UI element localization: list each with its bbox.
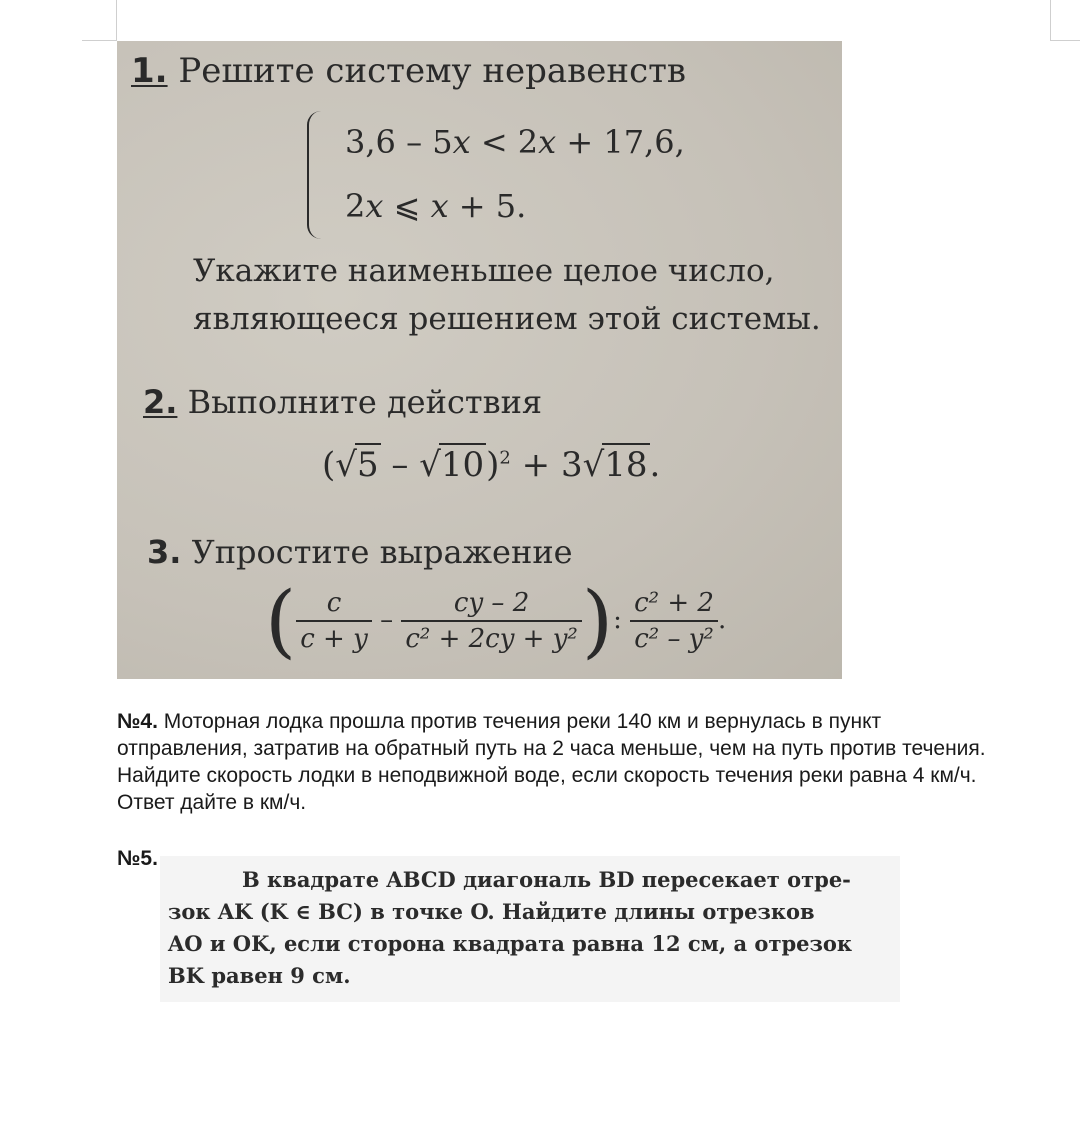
task5-line2: зок AK (K ∈ BC) в точке O. Найдите длины отрезков — [168, 899, 815, 924]
task1-heading — [131, 51, 686, 91]
task2-number: 2. — [143, 383, 178, 421]
task2-heading — [143, 383, 542, 421]
task5-label: №5. — [117, 847, 158, 870]
page-corner-mark-left — [82, 0, 117, 41]
task5-line4: BK равен 9 см. — [168, 963, 351, 988]
task2-title: Выполните действия — [187, 383, 543, 421]
task4-paragraph — [117, 708, 1017, 816]
task3-heading — [147, 533, 573, 571]
page-corner-mark-right — [1050, 0, 1080, 41]
task5-line1: В квадрате ABCD диагональ BD пересекает отре- — [242, 867, 851, 892]
inequality-2: 2x ⩽ x + 5. — [345, 187, 527, 225]
textbook-photo — [117, 41, 842, 679]
inequality-1: 3,6 – 5x < 2x + 17,6, — [345, 123, 685, 161]
task2-expression: (√5 – √10)$^2$ + 3√18. — [322, 445, 661, 485]
task3-expression: ( $\frac{c}{c + y}$ – $\frac{cy - 2}{\text{c² + 2cy + y²}}$ ): $\frac{\text{c² + 2}}{\text{c² – y²}}$ . — [265, 574, 727, 667]
task5-line3: AO и OK, если сторона квадрата равна 12 см, а отрезок — [168, 931, 853, 956]
task3-title: Упростите выражение — [191, 533, 573, 571]
system-brace — [307, 111, 323, 239]
task1-instruction-line1: Укажите наименьшее целое число, — [193, 253, 775, 289]
task1-instruction-line2: являющееся решением этой системы. — [193, 301, 821, 337]
task5-scan — [160, 856, 900, 1002]
task1-title: Решите систему неравенств — [178, 51, 687, 91]
task4-text: Моторная лодка прошла против течения реки 140 км и вернулась в пункт отправления, затратив на обратный путь на 2 часа меньше, чем на путь против течения. Найдите скорость лодки в неподвижной воде, если скорость течения реки равна 4 км/ч. Ответ дайте в км/ч. — [117, 710, 986, 814]
task4-label: №4. — [117, 710, 158, 733]
task1-number: 1. — [131, 51, 168, 91]
task3-number: 3. — [147, 533, 182, 571]
